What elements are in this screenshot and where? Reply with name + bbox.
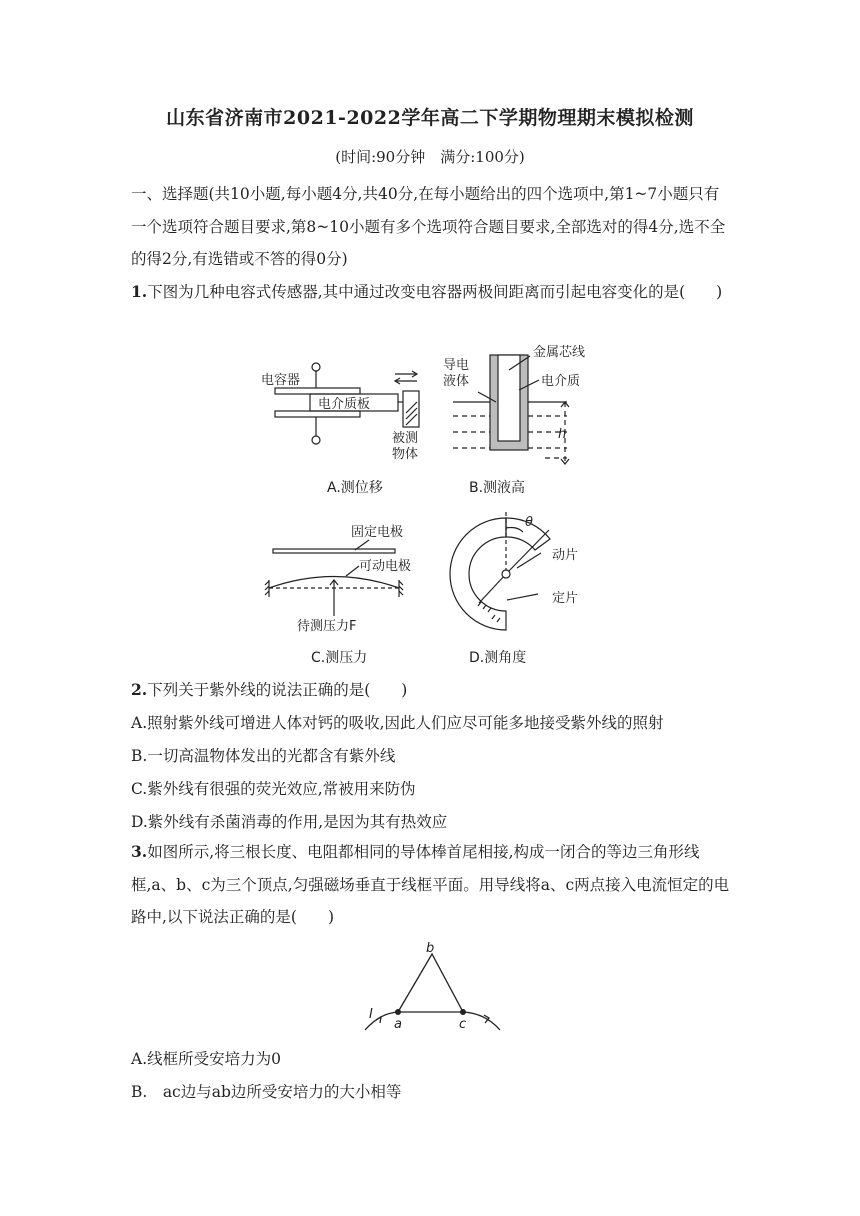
label-c: c xyxy=(459,1017,467,1032)
option-b: B. ac边与ab边所受安培力的大小相等 xyxy=(131,1083,402,1101)
q3-figure xyxy=(360,938,510,1038)
label-dielectric: 电介质 xyxy=(541,374,581,389)
label-theta: θ xyxy=(525,515,533,530)
label-b: b xyxy=(426,941,435,956)
exam-time-score: (时间:90分钟 满分:100分) xyxy=(335,148,525,166)
figure-c xyxy=(265,540,403,616)
option-a: A.照射紫外线可增进人体对钙的吸收,因此人们应尽可能多地接受紫外线的照射 xyxy=(131,714,664,732)
question-3 xyxy=(131,836,731,934)
caption-a: A.测位移 xyxy=(327,480,383,496)
label-movable-electrode: 可动电极 xyxy=(359,559,412,574)
label-a: a xyxy=(394,1017,402,1032)
q1-figure xyxy=(255,340,620,670)
label-capacitor: 电容器 xyxy=(261,373,301,388)
question-2 xyxy=(131,678,407,700)
option-a: A.线框所受安培力为0 xyxy=(131,1050,281,1068)
question-1 xyxy=(131,276,731,309)
label-h: h xyxy=(558,427,567,442)
question-stem: 下列关于紫外线的说法正确的是( ) xyxy=(147,681,408,699)
label-moving-plate: 动片 xyxy=(552,548,579,563)
question-number: 3. xyxy=(131,842,148,861)
label-measured-1: 被测 xyxy=(392,431,419,446)
question-stem: 如图所示,将三根长度、电阻都相同的导体棒首尾相接,构成一闭合的等边三角形线框,a、b、c为三个顶点,匀强磁场垂直于线框平面。用导线将a、c两点接入电流恒定的电路中,以下说法正确的是( ) xyxy=(131,843,730,926)
option-d: D.紫外线有杀菌消毒的作用,是因为其有热效应 xyxy=(131,813,448,831)
label-measured-2: 物体 xyxy=(392,447,419,462)
label-metal-core: 金属芯线 xyxy=(533,345,586,360)
question-stem: 下图为几种电容式传感器,其中通过改变电容器两极间距离而引起电容变化的是( ) xyxy=(147,283,723,301)
label-liquid-1: 导电 xyxy=(443,358,470,373)
question-number: 1. xyxy=(131,282,148,301)
label-fixed-electrode: 固定电极 xyxy=(351,525,404,540)
label-current-i: I xyxy=(369,1007,373,1022)
label-dielectric-plate: 电介质板 xyxy=(318,397,371,412)
option-c: C.紫外线有很强的荧光效应,常被用来防伪 xyxy=(131,780,416,798)
label-pressure-force: 待测压力F xyxy=(297,619,357,634)
vertex-c xyxy=(460,1009,466,1015)
section-instructions: 一、选择题(共10小题,每小题4分,共40分,在每小题给出的四个选项中,第1~7小题只有一个选项符合题目要求,第8~10小题有多个选项符合题目要求,全部选对的得4分,选不全的得2分,有选错或不答的得0分) xyxy=(131,185,726,268)
figure-b xyxy=(453,355,569,464)
option-b: B.一切高温物体发出的光都含有紫外线 xyxy=(131,747,396,765)
question-number: 2. xyxy=(131,680,148,699)
figure-d xyxy=(450,512,550,630)
vertex-a xyxy=(395,1009,401,1015)
caption-d: D.测角度 xyxy=(469,650,527,666)
caption-b: B.测液高 xyxy=(469,480,526,496)
label-liquid-2: 液体 xyxy=(443,374,470,389)
page-title: 山东省济南市2021-2022学年高二下学期物理期末模拟检测 xyxy=(166,107,694,129)
caption-c: C.测压力 xyxy=(311,650,368,666)
label-fixed-plate: 定片 xyxy=(552,591,579,606)
